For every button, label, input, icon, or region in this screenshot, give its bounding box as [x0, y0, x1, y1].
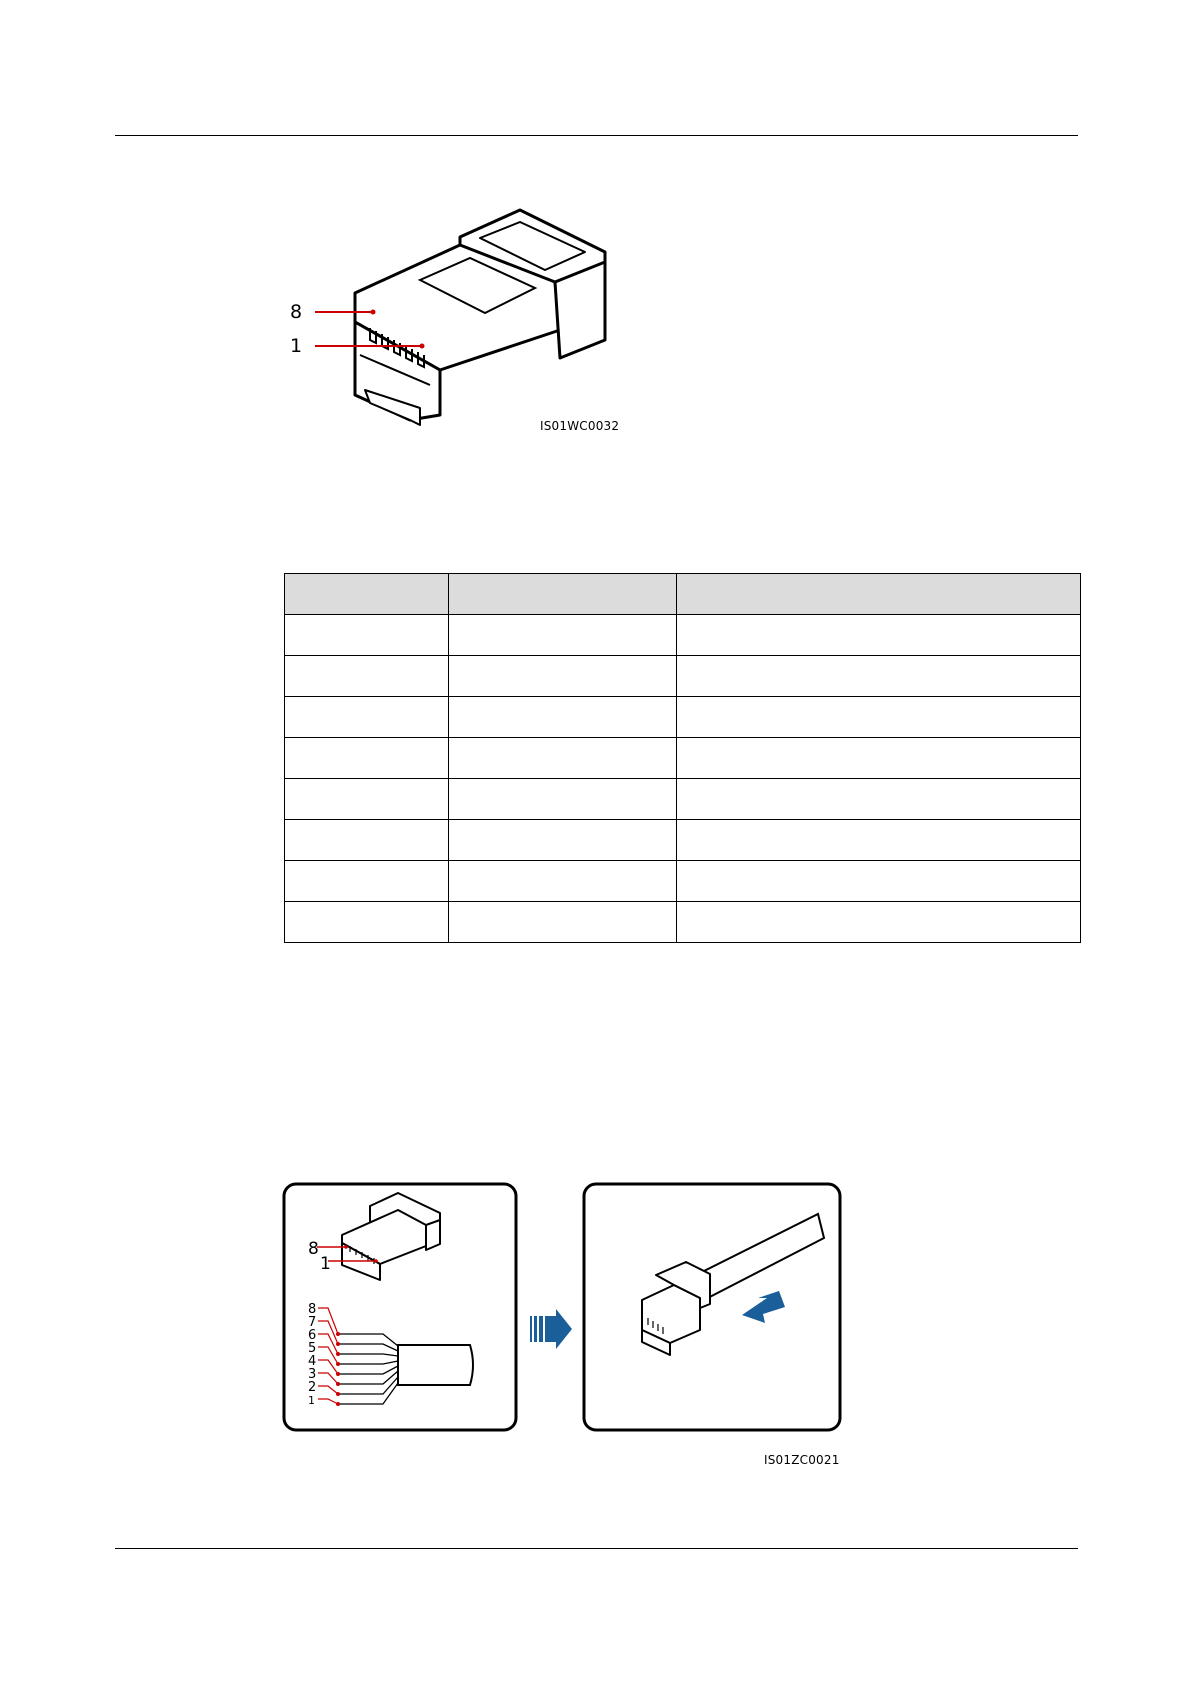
footer-rule: [115, 1548, 1078, 1549]
table-cell: [285, 902, 449, 943]
wire-number: 7: [308, 1315, 317, 1330]
table-row: [285, 738, 1081, 779]
header-rule: [115, 135, 1078, 136]
table-cell: [285, 779, 449, 820]
cable-crimp-figure: [280, 1180, 850, 1470]
table-cell: [677, 615, 1081, 656]
connector-callout-1: 1: [320, 1254, 331, 1274]
table-row: [285, 902, 1081, 943]
wire-number: 6: [308, 1328, 317, 1343]
table-cell: [285, 861, 449, 902]
table-cell: [677, 656, 1081, 697]
table-header-cell: [285, 574, 449, 615]
table-cell: [677, 697, 1081, 738]
table-header-row: [285, 574, 1081, 615]
table-cell: [677, 738, 1081, 779]
table-cell: [285, 615, 449, 656]
next-step-arrow-icon: [530, 1309, 572, 1349]
wire-number: 8: [308, 1302, 317, 1317]
wire-number: 2: [308, 1380, 317, 1395]
table-cell: [285, 656, 449, 697]
table-row: [285, 861, 1081, 902]
table-row: [285, 615, 1081, 656]
table-cell: [449, 697, 677, 738]
wire-number: 4: [308, 1354, 317, 1369]
table-cell: [449, 656, 677, 697]
connector-callout-8: 8: [308, 1239, 319, 1259]
table-row: [285, 820, 1081, 861]
callout-1: 1: [290, 335, 303, 357]
table-cell: [449, 861, 677, 902]
table-header-cell: [677, 574, 1081, 615]
table-header-cell: [449, 574, 677, 615]
pin-table: [284, 573, 1081, 943]
rj45-connector-figure: [270, 200, 630, 440]
table-cell: [449, 820, 677, 861]
table-cell: [677, 861, 1081, 902]
table-cell: [449, 779, 677, 820]
table-cell: [677, 779, 1081, 820]
table-cell: [677, 820, 1081, 861]
table-row: [285, 656, 1081, 697]
figure-id: IS01ZC0021: [764, 1453, 840, 1467]
table-cell: [285, 738, 449, 779]
table-cell: [285, 820, 449, 861]
table-cell: [285, 697, 449, 738]
wire-number: 3: [308, 1367, 317, 1382]
callout-8: 8: [290, 301, 303, 323]
wire-number: 5: [308, 1341, 317, 1356]
table-cell: [449, 902, 677, 943]
right-panel: [584, 1184, 840, 1430]
wire-number: 1: [308, 1394, 315, 1407]
table-row: [285, 697, 1081, 738]
table-row: [285, 779, 1081, 820]
figure-id: IS01WC0032: [540, 419, 620, 433]
table-cell: [677, 902, 1081, 943]
table-cell: [449, 738, 677, 779]
table-cell: [449, 615, 677, 656]
